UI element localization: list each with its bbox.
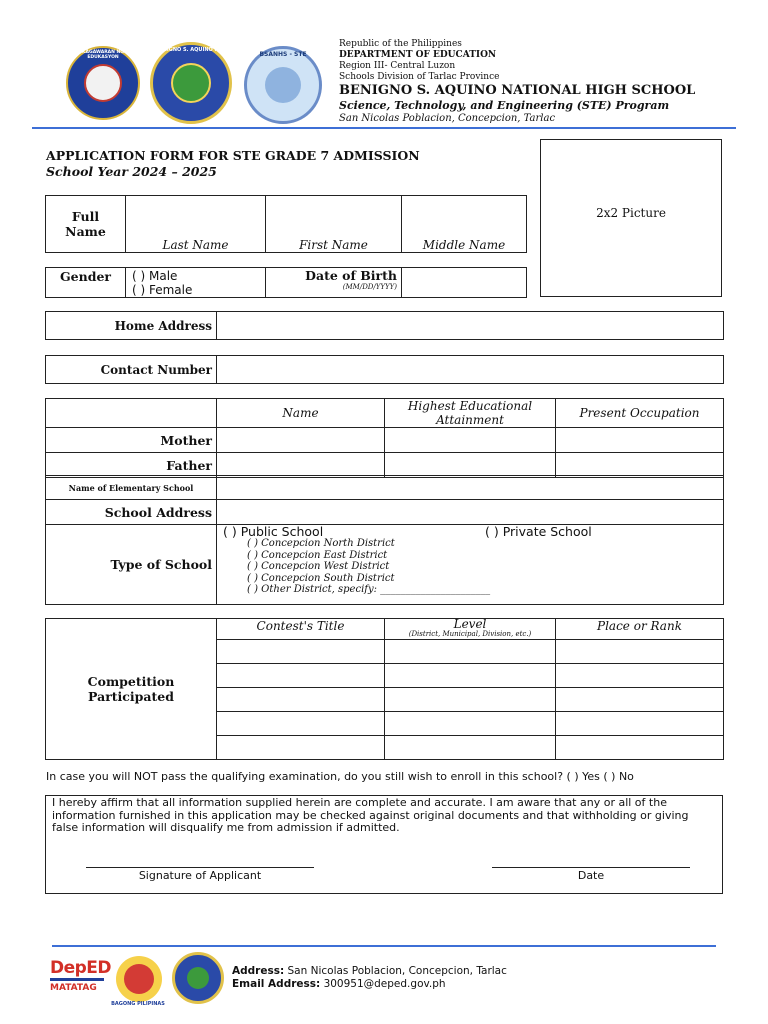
- first-name-field[interactable]: [266, 196, 402, 238]
- gender-male-option[interactable]: ( ) Male: [132, 268, 178, 283]
- parents-corner: [46, 399, 217, 428]
- dob-label-cell: [266, 268, 402, 298]
- contest-level-field[interactable]: [385, 664, 556, 688]
- elementary-table: [45, 475, 724, 605]
- district-option[interactable]: ( ) Concepcion South District: [247, 572, 395, 584]
- competition-label: Competition Participated: [46, 619, 217, 760]
- home-address-field[interactable]: [217, 312, 724, 340]
- gender-dob-table: [45, 267, 527, 298]
- father-education-field[interactable]: [385, 453, 556, 478]
- contest-level-field[interactable]: [385, 688, 556, 712]
- district-option[interactable]: ( ) Other District, specify: ______________________: [247, 584, 491, 595]
- full-name-table: [45, 195, 527, 253]
- district-option[interactable]: ( ) Concepcion North District: [247, 538, 395, 549]
- footer-divider: [52, 945, 716, 947]
- father-occupation-field[interactable]: [556, 453, 724, 478]
- elementary-field[interactable]: [217, 476, 724, 500]
- signature-label: Signature of Applicant: [138, 869, 262, 882]
- mother-occupation-field[interactable]: [556, 428, 724, 453]
- enroll-question: In case you will NOT pass the qualifying examination, do you still wish to enroll in this school? ( ) Yes ( ) No: [46, 770, 634, 783]
- contact-label: Contact Number: [46, 356, 217, 384]
- middle-name-field[interactable]: [402, 196, 527, 238]
- letterhead: [339, 39, 749, 125]
- affirmation-box: [45, 795, 723, 894]
- footer-email: [232, 978, 446, 991]
- contact-field[interactable]: [217, 356, 724, 384]
- contest-title-header: Contest's Title: [217, 619, 385, 640]
- last-name-field[interactable]: [126, 196, 266, 238]
- republic-text: Republic of the Philippines: [339, 39, 462, 49]
- footer-address-value: San Nicolas Poblacion, Concepcion, Tarlac: [287, 965, 507, 977]
- school-year: School Year 2024 – 2025: [46, 164, 217, 179]
- form-title: APPLICATION FORM FOR STE GRADE 7 ADMISSION: [46, 148, 420, 163]
- school-address-field[interactable]: [217, 500, 724, 525]
- middle-name-caption: Middle Name: [402, 238, 527, 253]
- dob-field[interactable]: [402, 268, 527, 298]
- ste-seal-icon: BSANHS - STE: [244, 46, 322, 124]
- contest-place-field[interactable]: [556, 688, 724, 712]
- contest-title-field[interactable]: [217, 640, 385, 664]
- father-label: Father: [46, 453, 217, 478]
- school-address: San Nicolas Poblacion, Concepcion, Tarlac: [339, 113, 556, 124]
- parent-education-header: Highest Educational Attainment: [385, 399, 556, 428]
- contest-title-field[interactable]: [217, 736, 385, 760]
- region-text: Region III- Central Luzon: [339, 61, 456, 71]
- parents-table: [45, 398, 724, 478]
- school-seal-footer-icon: [172, 952, 224, 1004]
- gender-label: Gender: [46, 268, 126, 298]
- type-of-school-label: Type of School: [46, 525, 217, 605]
- public-school-option[interactable]: ( ) Public School: [223, 524, 324, 539]
- affirmation-text: I hereby affirm that all information supplied herein are complete and accurate. I am aware that any or all of the information furnished in this application may be checked against original documents and that withholding or giving false information will disqualify me from admission if admitted.: [52, 796, 689, 834]
- footer-address-label: Address:: [232, 965, 285, 977]
- contest-title-field[interactable]: [217, 664, 385, 688]
- date-line[interactable]: [492, 867, 690, 868]
- home-address-table: [45, 311, 724, 340]
- bagong-pilipinas-logo: [116, 956, 162, 1002]
- mother-label: Mother: [46, 428, 217, 453]
- district-list: [247, 538, 490, 596]
- bagong-pilipinas-text: BAGONG PILIPINAS: [111, 1001, 165, 1007]
- father-name-field[interactable]: [217, 453, 385, 478]
- deped-seal-icon: KAGAWARAN NG EDUKASYON: [66, 46, 140, 120]
- competition-table: [45, 618, 724, 760]
- contest-place-field[interactable]: [556, 664, 724, 688]
- date-label: Date: [577, 869, 605, 882]
- contact-table: [45, 355, 724, 384]
- place-header: Place or Rank: [556, 619, 724, 640]
- school-seal-icon: BENIGNO S. AQUINO NHS: [150, 42, 232, 124]
- contest-title-field[interactable]: [217, 688, 385, 712]
- mother-education-field[interactable]: [385, 428, 556, 453]
- footer-email-label: Email Address:: [232, 978, 321, 990]
- school-name: BENIGNO S. AQUINO NATIONAL HIGH SCHOOL: [339, 83, 696, 98]
- contest-title-field[interactable]: [217, 712, 385, 736]
- department-text: DEPARTMENT OF EDUCATION: [339, 50, 497, 60]
- contest-place-field[interactable]: [556, 736, 724, 760]
- gender-options: [126, 268, 266, 298]
- parent-name-header: Name: [217, 399, 385, 428]
- type-of-school-cell: [217, 525, 724, 605]
- level-note: (District, Municipal, Division, etc.): [408, 630, 532, 638]
- district-option[interactable]: ( ) Concepcion West District: [247, 561, 390, 572]
- school-address-label: School Address: [46, 500, 217, 525]
- home-address-label: Home Address: [46, 312, 217, 340]
- footer-email-value[interactable]: 300951@deped.gov.ph: [323, 978, 446, 990]
- header-divider: [32, 127, 736, 129]
- photo-label: 2x2 Picture: [596, 206, 666, 220]
- program-name: Science, Technology, and Engineering (STE) Program: [339, 99, 670, 112]
- photo-box[interactable]: [540, 139, 722, 297]
- level-header: [385, 619, 556, 640]
- contest-level-field[interactable]: [385, 640, 556, 664]
- full-name-label: Full Name: [46, 196, 126, 253]
- elementary-label: Name of Elementary School: [46, 476, 217, 500]
- level-header-text: Level: [453, 617, 487, 631]
- contest-level-field[interactable]: [385, 712, 556, 736]
- deped-matatag-logo: [50, 958, 112, 1002]
- signature-line[interactable]: [86, 867, 314, 868]
- deped-wordmark: DepED: [50, 958, 112, 978]
- contest-place-field[interactable]: [556, 712, 724, 736]
- dob-format: (MM/DD/YYYY): [342, 283, 397, 291]
- parent-occupation-header: Present Occupation: [556, 399, 724, 428]
- gender-female-option[interactable]: ( ) Female: [132, 282, 193, 297]
- mother-name-field[interactable]: [217, 428, 385, 453]
- dob-label: Date of Birth: [305, 268, 397, 283]
- division-text: Schools Division of Tarlac Province: [339, 72, 500, 82]
- private-school-option[interactable]: ( ) Private School: [485, 524, 592, 539]
- first-name-caption: First Name: [266, 238, 402, 253]
- contest-level-field[interactable]: [385, 736, 556, 760]
- district-option[interactable]: ( ) Concepcion East District: [247, 549, 388, 561]
- matatag-wordmark: MATATAG: [50, 978, 104, 994]
- contest-place-field[interactable]: [556, 640, 724, 664]
- footer-address: [232, 965, 507, 978]
- last-name-caption: Last Name: [126, 238, 266, 253]
